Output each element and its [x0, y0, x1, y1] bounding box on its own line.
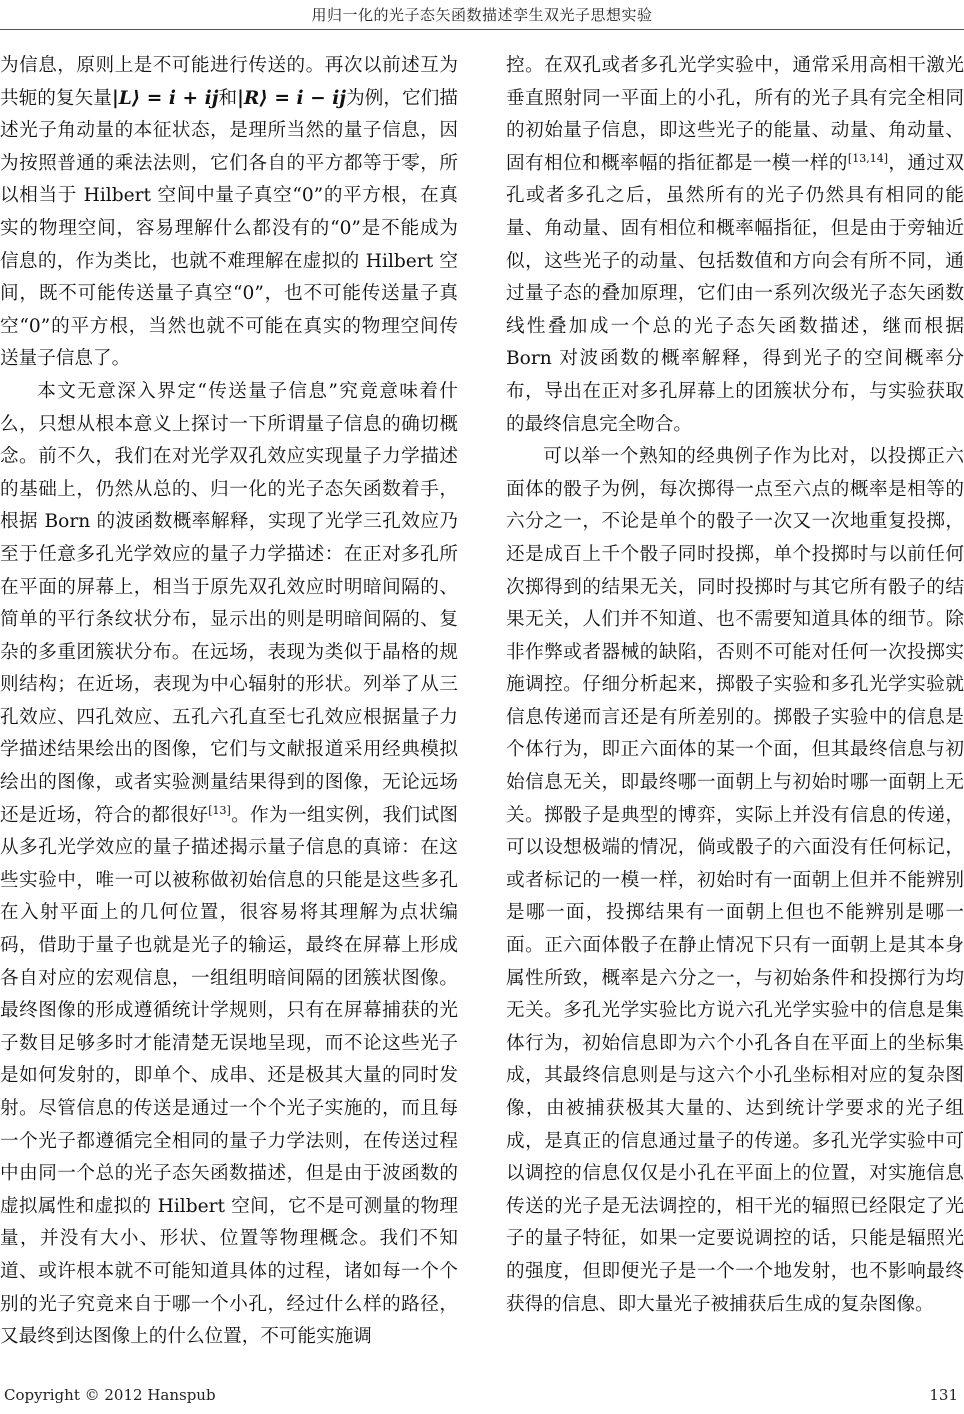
text-run: 和 — [218, 87, 238, 109]
text-run: 控。在双孔或者多孔光学实验中，通常采用高相干激光垂直照射同一平面上的小孔，所有的光子具有完全相同的初始量子信息，即这些光子的能量、动量、角动量、固有相位和概率幅的指征都是一模一样的 — [506, 55, 964, 174]
text-run: 本文无意深入界定“传送量子信息”究竟意味着什么，只想从根本意义上探讨一下所谓量子信息的确切概念。前不久，我们在对光学双孔效应实现量子力学描述的基础上，仍然从总的、归一化的光子态矢函数着手，根据 Born 的波函数概率解释，实现了光学三孔效应乃至于任意多孔光学效应的量子力学描述：在正对多孔所在平面的屏幕上，相当于原先双孔效应时明暗间隔的、简单的平行条纹状分布，显示出的则是明暗间隔的、复杂的多重团簇状分布。在远场，表现为类似于晶格的规则结构；在近场，表现为中心辐射的形状。列举了从三孔效应、四孔效应、五孔六孔直至七孔效应根据量子力学描述结果绘出的图像，它们与文献报道采用经典模拟绘出的图像，或者实验测量结果得到的图像，无论远场还是近场，符合的都很好 — [0, 380, 458, 826]
left-column — [0, 50, 458, 1354]
header-divider — [0, 29, 964, 30]
ket-r-expression: |R⟩ = i − ij — [237, 87, 347, 109]
ket-l-expression: |L⟩ = i + ij — [111, 87, 219, 109]
copyright-notice: Copyright © 2012 Hanspub — [4, 1386, 216, 1404]
text-run: 为例，它们描述光子角动量的本征状态，是理所当然的量子信息，因为按照普通的乘法法则，它们各自的平方都等于零，所以相当于 Hilbert 空间中量子真空“0”的平方根，在真实的物理空间，容易理解什么都没有的“0”是不能成为信息的，作为类比，也就不难理解在虚拟的 Hilbert 空间，既不可能传送量子真空“0”，也不可能传送量子真空“0”的平方根，当然也就不可能在真实的物理空间传送量子信息了。 — [0, 87, 458, 370]
text-run: ，通过双孔或者多孔之后，虽然所有的光子仍然具有相同的能量、角动量、固有相位和概率幅指征，但是由于旁轴近似，这些光子的动量、包括数值和方向会有所不同，通过量子态的叠加原理，它们由一系列次级光子态矢函数线性叠加成一个总的光子态矢函数描述，继而根据 Born 对波函数的概率解释，得到光子的空间概率分布，导出在正对多孔屏幕上的团簇状分布，与实验获取的最终信息完全吻合。 — [506, 152, 964, 435]
text-run: 为信息，原则上是不可能进行传送的。再次以前述互为共轭的复矢量 — [0, 55, 458, 109]
right-column — [506, 50, 964, 1321]
citation-ref: [13,14] — [847, 151, 888, 165]
page-number: 131 — [929, 1386, 958, 1404]
text-run: 。作为一组实例，我们试图从多孔光学效应的量子描述揭示量子信息的真谛：在这些实验中，唯一可以被称做初始信息的只能是这些多孔在入射平面上的几何位置，很容易将其理解为点状编码，借助于量子也就是光子的输运，最终在屏幕上形成各自对应的宏观信息，一组组明暗间隔的团簇状图像。最终图像的形成遵循统计学规则，只有在屏幕捕获的光子数目足够多时才能清楚无误地呈现，而不论这些光子是如何发射的，即单个、成串、还是极其大量的同时发射。尽管信息的传送是通过一个个光子实施的，而且每一个光子都遵循完全相同的量子力学法则，在传送过程中由同一个总的光子态矢函数描述，但是由于波函数的虚拟属性和虚拟的 Hilbert 空间，它不是可测量的物理量，并没有大小、形状、位置等物理概念。我们不知道、或许根本就不可能知道具体的过程，诸如每一个个别的光子究竟来自于哪一个小孔，经过什么样的路径，又最终到达图像上的什么位置，不可能实施调 — [0, 804, 458, 1348]
paragraph — [0, 376, 458, 1354]
paragraph-continuation — [0, 50, 458, 376]
citation-ref: [13] — [208, 803, 231, 817]
running-header: 用归一化的光子态矢函数描述孪生双光子思想实验 — [311, 6, 653, 24]
paragraph: 可以举一个熟知的经典例子作为比对，以投掷正六面体的骰子为例，每次掷得一点至六点的概率是相等的六分之一，不论是单个的骰子一次又一次地重复投掷，还是成百上千个骰子同时投掷，单个投掷时与以前任何次掷得到的结果无关，同时投掷时与其它所有骰子的结果无关，人们并不知道、也不需要知道具体的细节。除非作弊或者器械的缺陷，否则不可能对任何一次投掷实施调控。仔细分析起来，掷骰子实验和多孔光学实验就信息传递而言还是有所差别的。掷骰子实验中的信息是个体行为，即正六面体的某一个面，但其最终信息与初始信息无关，即最终哪一面朝上与初始时哪一面朝上无关。掷骰子是典型的博弈，实际上并没有信息的传递，可以设想极端的情况，倘或骰子的六面没有任何标记，或者标记的一模一样，初始时有一面朝上但并不能辨别是哪一面，投掷结果有一面朝上但也不能辨别是哪一面。正六面体骰子在静止情况下只有一面朝上是其本身属性所致，概率是六分之一，与初始条件和投掷行为均无关。多孔光学实验比方说六孔光学实验中的信息是集体行为，初始信息即为六个小孔各自在平面上的坐标集成，其最终信息则是与这六个小孔坐标相对应的复杂图像，由被捕获极其大量的、达到统计学要求的光子组成，是真正的信息通过量子的传递。多孔光学实验中可以调控的信息仅仅是小孔在平面上的位置，对实施信息传送的光子是无法调控的，相干光的辐照已经限定了光子的量子特征，如果一定要说调控的话，只能是辐照光的强度，但即便光子是一个一个地发射，也不影响最终获得的信息、即大量光子被捕获后生成的复杂图像。 — [506, 446, 964, 1315]
paragraph-continuation — [506, 50, 964, 441]
